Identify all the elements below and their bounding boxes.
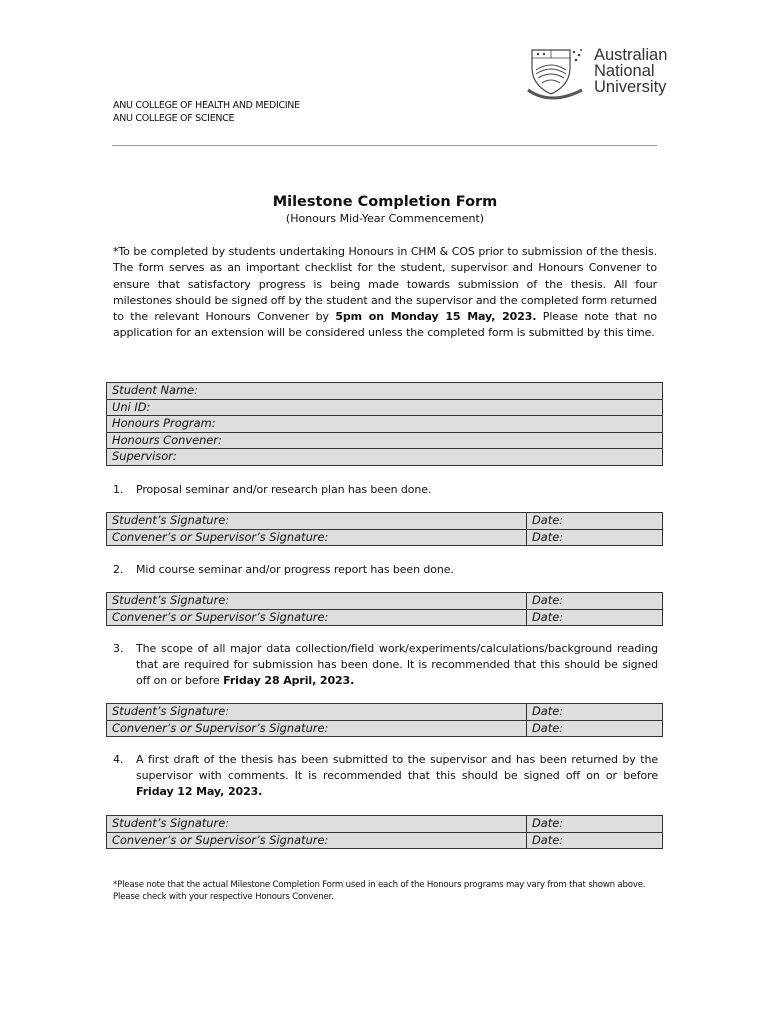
table-row	[107, 449, 663, 466]
table-row	[107, 432, 663, 449]
anu-logo	[526, 44, 671, 104]
supervisor-field[interactable]: Supervisor:	[107, 449, 663, 466]
milestone-deadline: Friday 28 April, 2023.	[223, 674, 355, 687]
table-row	[107, 399, 663, 416]
student-name-field[interactable]: Student Name:	[107, 383, 663, 400]
milestone-2	[113, 562, 658, 578]
milestone-number: 2.	[113, 563, 124, 576]
table-row	[107, 609, 663, 626]
date-field[interactable]: Date:	[527, 720, 663, 737]
table-row	[107, 832, 663, 849]
table-row	[107, 720, 663, 737]
college-name: ANU COLLEGE OF SCIENCE	[113, 113, 235, 124]
college-name: ANU COLLEGE OF HEALTH AND MEDICINE	[113, 100, 300, 111]
milestone-text: Mid course seminar and/or progress report has been done.	[136, 563, 454, 576]
honours-program-field[interactable]: Honours Program:	[107, 416, 663, 433]
milestone-1	[113, 482, 658, 498]
student-signature-field[interactable]: Student’s Signature:	[107, 513, 527, 530]
uni-id-field[interactable]: Uni ID:	[107, 399, 663, 416]
anu-wordmark	[594, 47, 667, 95]
student-signature-field[interactable]: Student’s Signature:	[107, 816, 527, 833]
milestone-2-signature-table	[106, 592, 663, 626]
intro-text: *To be completed by students undertaking Honours in CHM & COS prior to submission of the thesis. The form serves as an important checklist for the student, supervisor and Honours Convener to ensure that satisfactory progress is being made towards submission of the thesis. All four milestones should be signed off by the student and the supervisor and the completed form returned to the relevant Honours Convener by	[113, 245, 657, 324]
milestone-number: 3.	[113, 642, 124, 655]
milestone-number: 1.	[113, 483, 124, 496]
table-row	[107, 593, 663, 610]
convener-signature-field[interactable]: Convener’s or Supervisor’s Signature:	[107, 609, 527, 626]
table-row	[107, 704, 663, 721]
intro-text-tail: Please note that no application for an extension will be considered unless the completed form is submitted by this time.	[113, 310, 657, 340]
milestone-number: 4.	[113, 753, 124, 766]
header-divider	[112, 145, 657, 146]
milestone-1-signature-table	[106, 512, 663, 546]
student-signature-field[interactable]: Student’s Signature:	[107, 593, 527, 610]
table-row	[107, 416, 663, 433]
table-row	[107, 529, 663, 546]
logo-line-3: University	[594, 78, 667, 96]
date-field[interactable]: Date:	[527, 513, 663, 530]
convener-signature-field[interactable]: Convener’s or Supervisor’s Signature:	[107, 529, 527, 546]
form-subtitle: (Honours Mid-Year Commencement)	[285, 212, 485, 225]
milestone-text: A first draft of the thesis has been submitted to the supervisor and has been returned by the supervisor with comments. It is recommended that this should be signed off on or before Friday 12 May, 2023.	[136, 753, 658, 798]
student-signature-field[interactable]: Student’s Signature:	[107, 704, 527, 721]
milestone-text: Proposal seminar and/or research plan has been done.	[136, 483, 432, 496]
milestone-4	[113, 752, 658, 800]
milestone-3	[113, 641, 658, 689]
student-details-table	[106, 382, 663, 466]
milestone-deadline: Friday 12 May, 2023.	[136, 785, 263, 798]
convener-signature-field[interactable]: Convener’s or Supervisor’s Signature:	[107, 720, 527, 737]
milestone-4-signature-table	[106, 815, 663, 849]
date-field[interactable]: Date:	[527, 704, 663, 721]
date-field[interactable]: Date:	[527, 529, 663, 546]
table-row	[107, 816, 663, 833]
date-field[interactable]: Date:	[527, 593, 663, 610]
submission-deadline: 5pm on Monday 15 May, 2023.	[335, 310, 537, 324]
milestone-3-signature-table	[106, 703, 663, 737]
form-title: Milestone Completion Form	[272, 194, 498, 210]
logo-line-1: Australian	[594, 46, 668, 64]
date-field[interactable]: Date:	[527, 609, 663, 626]
milestone-text: The scope of all major data collection/field work/experiments/calculations/background reading that are required for submission has been done. It is recommended that this should be signed off on or before Friday 28 April, 2023.	[136, 642, 658, 687]
convener-signature-field[interactable]: Convener’s or Supervisor’s Signature:	[107, 832, 527, 849]
honours-convener-field[interactable]: Honours Convener:	[107, 432, 663, 449]
intro-paragraph	[113, 244, 657, 342]
logo-line-2: National	[594, 62, 655, 80]
date-field[interactable]: Date:	[527, 832, 663, 849]
anu-crest-icon	[526, 46, 586, 104]
college-header	[113, 99, 300, 125]
table-row	[107, 513, 663, 530]
table-row	[107, 383, 663, 400]
footnote: *Please note that the actual Milestone Completion Form used in each of the Honours programs may vary from that shown above. Please check with your respective Honours Convener.	[113, 880, 646, 902]
date-field[interactable]: Date:	[527, 816, 663, 833]
